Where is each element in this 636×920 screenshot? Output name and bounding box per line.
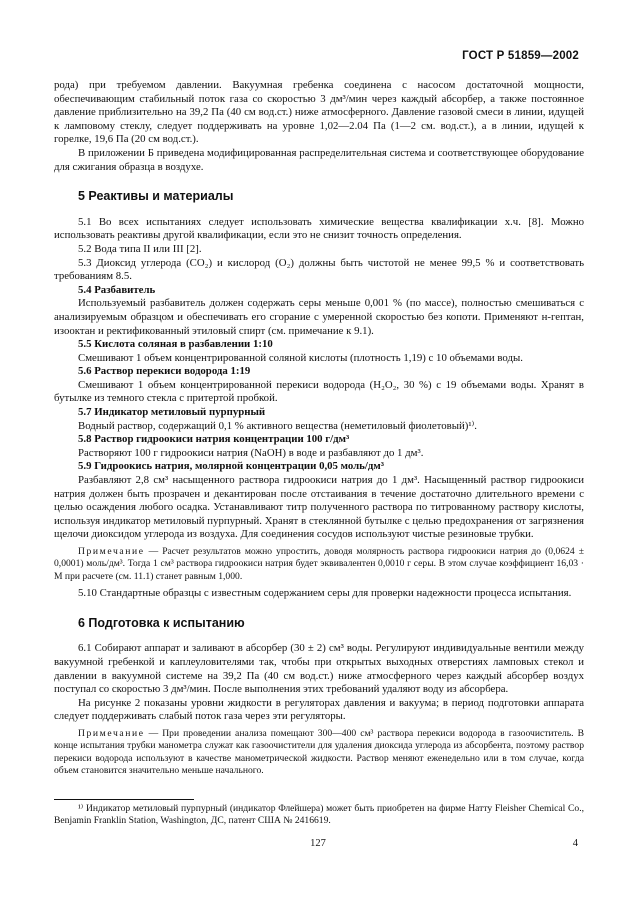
clause-5-2: 5.2 Вода типа II или III [2]. <box>78 242 202 255</box>
clause-6-2: На рисунке 2 показаны уровни жидкости в регуляторах давления и вакуума; в период подготовки аппарата следует поддерживать слабый поток газа через эти регуляторы. <box>54 696 584 723</box>
clause-5-9-text: Разбавляют 2,8 см³ насыщенного раствора гидроокиси натрия до 1 дм³. Насыщенный раствор гидроокиси натрия должен быть прозрачен и декантирован после отстаивания в течение достаточно длительного времени с целью осаждения любого осадка. Устанавливают титр полученного раствора по титрованному раствору кислоты, используя индикатор метиловый пурпурный. Хранят в стеклянной бутылке с целью предохранения от загрязнения щелочи диоксидом углерода из воздуха. Для соединения сосудов используют чистые резиновые трубки. <box>54 474 584 541</box>
note-text: — Расчет результатов можно упростить, доводя молярность раствора гидроокиси натрия до (0,0624 ± 0,0001) моль/дм³. Тогда 1 см³ раствора гидроокиси натрия будет эквивалентен 0,0010 г серы. В этом случае коэффициент 16,03 · M при расчете (см. 11.1) станет равным 1,000. <box>54 546 584 582</box>
clause-5-5-heading: 5.5 Кислота соляная в разбавлении 1:10 <box>78 338 273 351</box>
clause-5-7-heading: 5.7 Индикатор метиловый пурпурный <box>78 406 266 419</box>
clause-5-8-text: Растворяют 100 г гидроокиси натрия (NaOH) в воде и разбавляют до 1 дм³. <box>78 446 424 459</box>
standard-header: ГОСТ Р 51859—2002 <box>462 50 579 62</box>
document-body <box>54 79 584 782</box>
section-5-title: 5 Реактивы и материалы <box>78 189 234 204</box>
clause-5-6-heading: 5.6 Раствор перекиси водорода 1:19 <box>78 365 251 378</box>
clause-5-4-heading: 5.4 Разбавитель <box>78 283 156 296</box>
footnote: ¹⁾ Индикатор метиловый пурпурный (индикатор Флейшера) может быть приобретен на фирме Натту Fleisher Chemical Co., Benjamin Franklin Station, Washington, ДС, патент США № 2416619. <box>54 803 584 827</box>
clause-5-7-text: Водный раствор, содержащий 0,1 % активного вещества (неметиловый фиолетовый)¹⁾. <box>78 419 477 432</box>
clause-5-6-text: Смешивают 1 объем концентрированной перекиси водорода (H₂O₂, 30 %) с 19 объемами воды. Хранят в бутылке из темного стекла с притертой пробкой. <box>54 378 584 405</box>
clause-5-5-text: Смешивают 1 объем концентрированной соляной кислоты (плотность 1,19) с 10 объемами воды. <box>78 351 523 364</box>
clause-5-9-heading: 5.9 Гидроокись натрия, молярной концентрации 0,05 моль/дм³ <box>78 460 384 473</box>
footnote-divider <box>54 799 194 800</box>
clause-5-4-text: Используемый разбавитель должен содержать серы меньше 0,001 % (по массе), полностью смешиваться с анализируемым образцом и обеспечивать его сгорание с умеренной скоростью без копоти. Применяют н-гептан, изооктан и ректификованный этиловый спирт (см. примечание к 9.1). <box>54 297 584 337</box>
note-label: Примечание <box>78 727 145 739</box>
section-5-note <box>54 546 584 583</box>
note-text: — При проведении анализа помещают 300—400 см³ раствора перекиси водорода в газоочиститель. В конце испытания трубки манометра служат как газоочистители для удаления диоксида углерода из абсорбента, поэтому раствор перекиси водорода используют в качестве манометрической жидкости. Раствор меняют еженедельно или в том случае, когда объем становится значительно меньше начального. <box>54 727 584 777</box>
clause-5-8-heading: 5.8 Раствор гидроокиси натрия концентрации 100 г/дм³ <box>78 433 350 446</box>
intro-paragraph-2: В приложении Б приведена модифицированная распределительная система и соответствующее оборудование для сжигания образца в воздухе. <box>54 146 584 173</box>
clause-5-10: 5.10 Стандартные образцы с известным содержанием серы для проверки надежности процесса испытания. <box>78 587 572 600</box>
section-6-title: 6 Подготовка к испытанию <box>78 615 245 630</box>
clause-5-1: 5.1 Во всех испытаниях следует использовать химические вещества квалификации х.ч. [8]. Можно использовать реактивы другой квалификации, если это не снизит точность определения. <box>54 215 584 242</box>
sheet-number: 4 <box>572 838 578 849</box>
clause-5-3: 5.3 Диоксид углерода (CO₂) и кислород (O₂) должны быть чистотой не менее 99,5 % и соответствовать требованиям 8.5. <box>54 256 584 283</box>
section-6-note <box>54 728 584 778</box>
clause-6-1: 6.1 Собирают аппарат и заливают в абсорбер (30 ± 2) см³ воды. Регулируют индивидуальные вентили между вакуумной гребенкой и каплеуловителями так, чтобы при открытых выходных отверстиях ламповых стекол и давлении в вакуумной системе на 39,2 Па (40 см вод.ст.) ниже атмосферного через каждый абсорбер воздух поступал со скоростью 3 дм³/мин. После выполнения этих требований удаляют воду из абсорбера. <box>54 642 584 696</box>
note-label: Примечание <box>78 546 145 557</box>
page-number: 127 <box>310 838 326 849</box>
intro-paragraph-1: рода) при требуемом давлении. Вакуумная гребенка соединена с насосом достаточной мощности, обеспечивающим стабильный поток газа со скоростью 3 дм³/мин через каждый абсорбер, а также постоянное давление приблизительно на 39,2 Па (40 см вод.ст.) ниже атмосферного. Давление газовой смеси в линии, идущей к ламповому стеклу, следует поддерживать на уровне 1,02—2.04 Па (1—2 см. вод.ст.), а в линии, идущей к горелке, 19,6 Па (20 см вод.ст.). <box>54 79 584 146</box>
